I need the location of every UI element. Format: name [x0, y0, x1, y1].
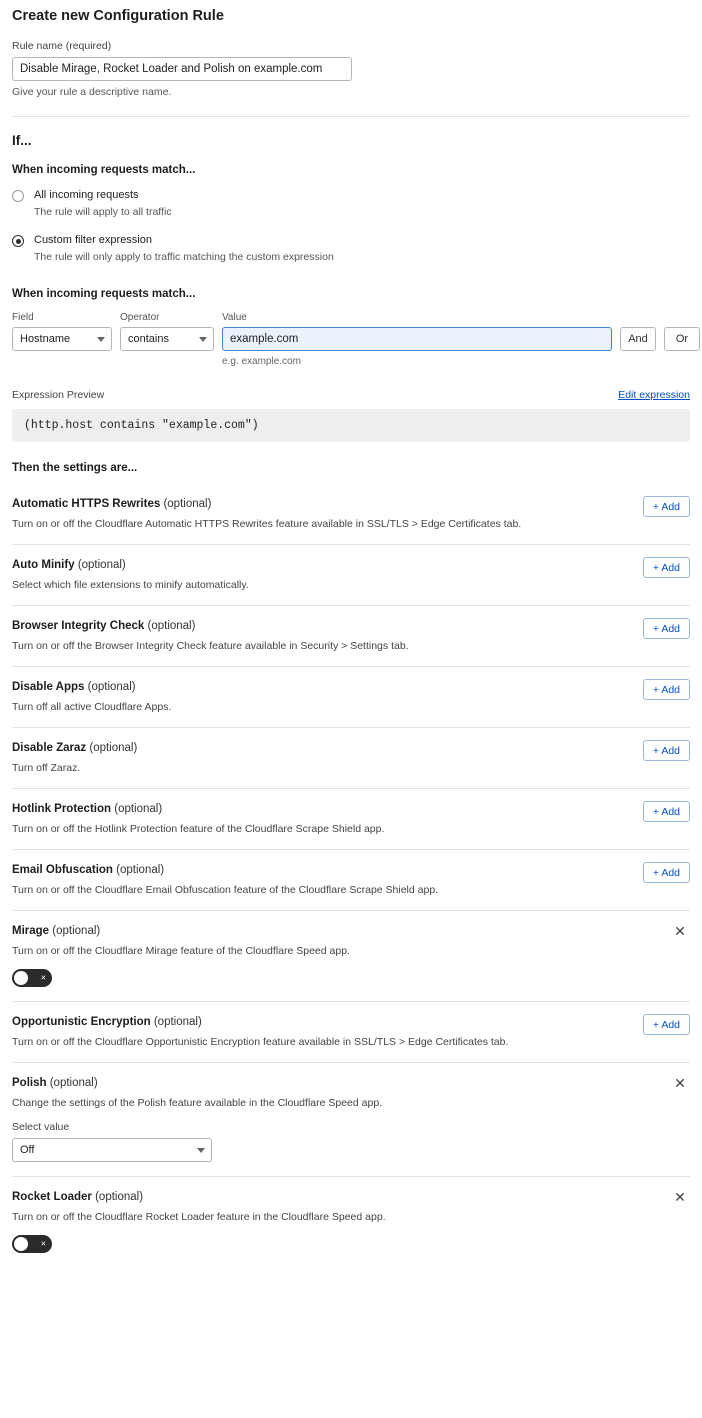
setting-title [12, 864, 690, 876]
setting-description: Turn on or off the Cloudflare Rocket Loader feature in the Cloudflare Speed app. [12, 1211, 386, 1224]
or-button-column [664, 312, 700, 351]
expression-preview-header [12, 389, 690, 401]
setting-row [12, 484, 690, 544]
expression-preview-box: (http.host contains "example.com") [12, 409, 690, 442]
close-icon[interactable]: ✕ [672, 1075, 688, 1091]
setting-title-text: Disable Zaraz [12, 742, 87, 755]
setting-title-text: Mirage [12, 925, 50, 938]
setting-optional-tag: (optional) [87, 681, 136, 694]
value-help-text: e.g. example.com [222, 356, 301, 368]
setting-row [12, 1062, 690, 1176]
value-input[interactable] [222, 327, 612, 351]
builder-heading: When incoming requests match... [12, 288, 196, 301]
chevron-down-icon [97, 337, 105, 342]
setting-description: Turn on or off the Hotlink Protection feature of the Cloudflare Scrape Shield app. [12, 823, 385, 836]
value-column-label: Value [222, 312, 247, 324]
setting-title-text: Hotlink Protection [12, 803, 112, 816]
radio-icon-unchecked[interactable] [12, 190, 24, 202]
radio-custom-filter-expression[interactable] [12, 233, 690, 264]
setting-title-text: Disable Apps [12, 681, 85, 694]
radio-label-all-requests: All incoming requests [34, 189, 139, 201]
close-icon[interactable]: ✕ [672, 923, 688, 939]
radio-icon-checked[interactable] [12, 235, 24, 247]
setting-description: Turn on or off the Cloudflare Automatic HTTPS Rewrites feature available in SSL/TLS > Edge Certificates tab. [12, 518, 522, 531]
add-setting-button[interactable]: + Add [643, 557, 690, 578]
chevron-down-icon [197, 1148, 205, 1153]
and-button[interactable]: And [620, 327, 656, 351]
polish-value-select[interactable] [12, 1138, 212, 1162]
settings-list [12, 484, 690, 1267]
toggle-knob [14, 971, 28, 985]
rule-name-label: Rule name (required) [12, 40, 112, 52]
toggle-off-icon: × [40, 1238, 46, 1249]
setting-row [12, 788, 690, 849]
close-icon[interactable]: ✕ [672, 1189, 688, 1205]
setting-title [12, 803, 690, 815]
setting-row [12, 1176, 690, 1267]
match-heading: When incoming requests match... [12, 164, 196, 176]
or-button[interactable]: Or [664, 327, 700, 351]
setting-title-text: Email Obfuscation [12, 864, 113, 877]
divider [12, 116, 690, 117]
setting-row [12, 910, 690, 1001]
add-setting-button[interactable]: + Add [643, 862, 690, 883]
setting-optional-tag: (optional) [77, 559, 126, 572]
page-title: Create new Configuration Rule [12, 8, 224, 24]
operator-column [120, 312, 214, 351]
field-select-value: Hostname [20, 333, 71, 346]
setting-title [12, 681, 690, 693]
setting-row [12, 666, 690, 727]
setting-title-text: Opportunistic Encryption [12, 1016, 151, 1029]
setting-title-text: Auto Minify [12, 559, 75, 572]
field-column-label: Field [12, 312, 34, 324]
field-select[interactable] [12, 327, 112, 351]
setting-optional-tag: (optional) [89, 742, 138, 755]
radio-label-custom-filter: Custom filter expression [34, 234, 152, 247]
expression-builder-row [12, 312, 690, 367]
radio-desc-custom-filter: The rule will only apply to traffic matching the custom expression [34, 250, 334, 263]
setting-row [12, 727, 690, 788]
setting-title-text: Rocket Loader [12, 1191, 92, 1204]
expression-preview-label: Expression Preview [12, 389, 105, 402]
setting-optional-tag: (optional) [147, 620, 196, 633]
setting-description: Turn on or off the Cloudflare Mirage feature of the Cloudflare Speed app. [12, 945, 350, 958]
setting-title [12, 559, 690, 571]
rule-name-input[interactable] [12, 57, 352, 81]
setting-row [12, 1001, 690, 1062]
setting-optional-tag: (optional) [52, 925, 101, 938]
setting-toggle[interactable] [12, 969, 52, 987]
setting-description: Turn on or off the Cloudflare Opportunistic Encryption feature available in SSL/TLS > Edge Certificates tab. [12, 1036, 509, 1049]
add-setting-button[interactable]: + Add [643, 801, 690, 822]
setting-optional-tag: (optional) [95, 1191, 144, 1204]
setting-row [12, 849, 690, 910]
setting-title [12, 1191, 690, 1203]
operator-select[interactable] [120, 327, 214, 351]
operator-column-label: Operator [120, 312, 160, 324]
setting-title [12, 620, 690, 632]
rule-name-help: Give your rule a descriptive name. [12, 86, 172, 98]
setting-title [12, 925, 690, 937]
add-setting-button[interactable]: + Add [643, 618, 690, 639]
radio-desc-all-requests: The rule will apply to all traffic [34, 205, 172, 218]
add-setting-button[interactable]: + Add [643, 1014, 690, 1035]
add-setting-button[interactable]: + Add [643, 740, 690, 761]
setting-optional-tag: (optional) [153, 1016, 202, 1029]
chevron-down-icon [199, 337, 207, 342]
setting-optional-tag: (optional) [49, 1077, 98, 1090]
setting-title [12, 498, 690, 510]
setting-title-text: Browser Integrity Check [12, 620, 145, 633]
setting-description: Turn on or off the Cloudflare Email Obfuscation feature of the Cloudflare Scrape Shield app. [12, 884, 439, 897]
setting-description: Select which file extensions to minify automatically. [12, 579, 249, 592]
value-column [222, 312, 612, 367]
setting-title [12, 1077, 690, 1089]
setting-title [12, 1016, 690, 1028]
setting-description: Turn off all active Cloudflare Apps. [12, 701, 172, 714]
setting-optional-tag: (optional) [116, 864, 165, 877]
add-setting-button[interactable]: + Add [643, 679, 690, 700]
setting-description: Turn off Zaraz. [12, 762, 81, 775]
add-setting-button[interactable]: + Add [643, 496, 690, 517]
setting-title-text: Automatic HTTPS Rewrites [12, 498, 161, 511]
field-column [12, 312, 112, 351]
setting-row [12, 605, 690, 666]
setting-optional-tag: (optional) [163, 498, 212, 511]
toggle-knob [14, 1237, 28, 1251]
and-button-column [620, 312, 656, 351]
operator-select-value: contains [128, 333, 169, 346]
rule-name-group [12, 40, 690, 98]
setting-description: Turn on or off the Browser Integrity Check feature available in Security > Settings tab. [12, 640, 409, 653]
then-heading: Then the settings are... [12, 462, 138, 475]
if-heading: If... [12, 133, 32, 148]
setting-toggle[interactable] [12, 1235, 52, 1253]
setting-title-text: Polish [12, 1077, 47, 1090]
setting-optional-tag: (optional) [114, 803, 163, 816]
select-value-label: Select value [12, 1121, 70, 1134]
setting-description: Change the settings of the Polish feature available in the Cloudflare Speed app. [12, 1097, 383, 1110]
polish-value-select-value: Off [20, 1144, 35, 1157]
setting-title [12, 742, 690, 754]
radio-all-incoming-requests[interactable] [12, 188, 690, 219]
edit-expression-link[interactable]: Edit expression [618, 389, 690, 402]
setting-row [12, 544, 690, 605]
toggle-off-icon: × [40, 972, 46, 983]
